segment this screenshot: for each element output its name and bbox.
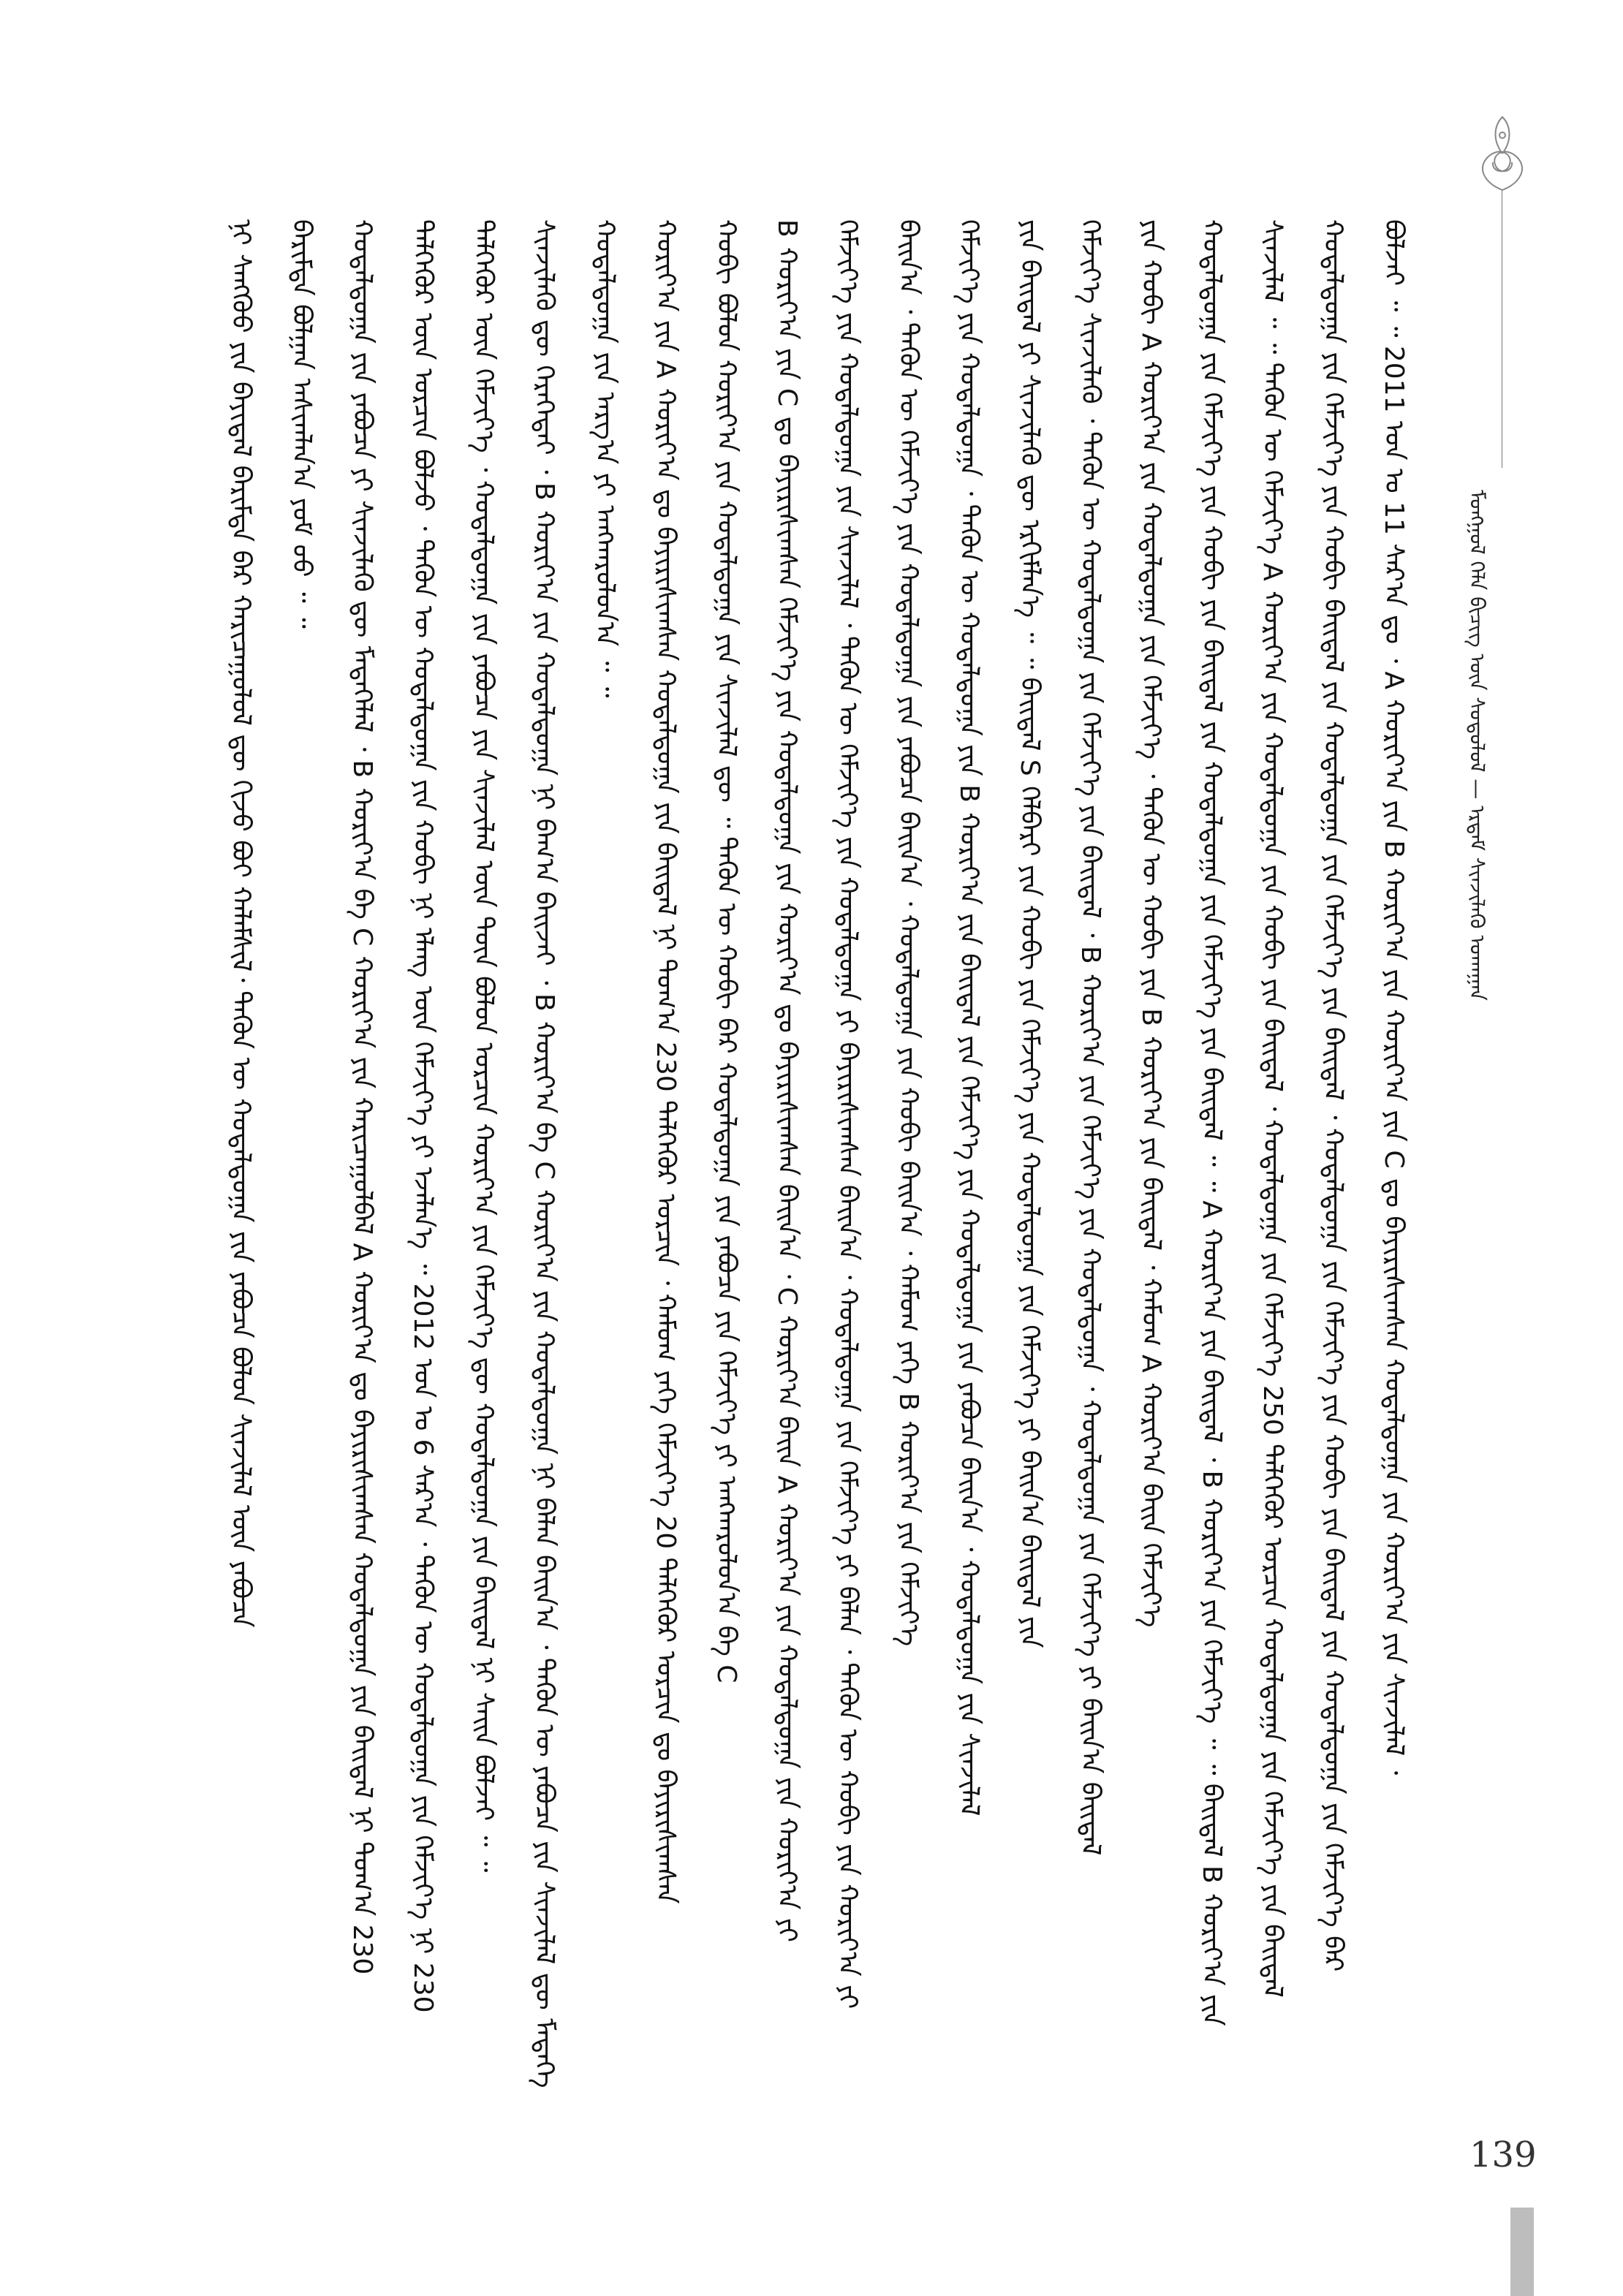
text-line: ᠬᠣᠷᠢᠶ᠎ᠠ ᠶᠢᠨ A ᠬᠣᠷᠢᠶ᠎ᠠ ᠳᠤ ᠪᠠᠶᠢᠷᠢᠰᠢᠭᠰᠠᠨ ᠬᠤᠳᠠᠯᠳᠤᠭᠠ ᠶᠢᠨ ᠪᠠᠢᠳᠠᠯ ᠨᠢ ᠲᠣᠭ᠎ᠠ 230 ᠳᠡᠯᠭᠡᠭᠦᠷ ᠣᠷᠴᠢᠨ ᠂ ᠬᠠᠮᠤᠭ ᠶᠡᠬᠡ ᠬᠡᠮᠵᠢᠶ᠎ᠡ 20 ᠳᠡᠯᠭᠡᠭᠦᠷ ᠣᠷᠴᠢᠨ ᠳᠤ ᠪᠠᠶᠢᠷᠢᠰᠢᠭᠰᠠᠨ <box>651 219 681 1904</box>
text-column <box>523 219 565 2208</box>
text-column <box>1372 219 1415 2208</box>
text-column <box>705 219 747 2208</box>
text-line: ᠰᠢᠨᠵᠢᠯᠡᠯ ᠃ ᠃ ᠲᠡᠭᠦᠨ ᠦ ᠬᠡᠮᠵᠢᠶ᠎ᠡ A ᠬᠣᠷᠢᠶ᠎ᠠ ᠶᠢᠨ ᠬᠤᠳᠠᠯᠳᠤᠭᠠ ᠶᠢᠨ ᠬᠤᠪᠢ ᠶᠢᠨ ᠪᠠᠢᠳᠠᠯ ᠂ ᠬᠤᠳᠠᠯᠳᠤᠭᠠ ᠶᠢᠨ ᠬᠡᠮᠵᠢᠶ᠎ᠡ 250 ᠳᠡᠯᠭᠡᠭᠦᠷ ᠣᠷᠴᠢᠨ ᠬᠤᠳᠠᠯᠳᠤᠭᠠ ᠶᠢᠨ ᠬᠡᠮᠵᠢᠶ᠎ᠡ ᠶᠢᠨ ᠪᠠᠢᠳᠠᠯ <box>1257 219 1287 1998</box>
text-column <box>401 219 444 2208</box>
text-line: ᠶᠢᠨ ᠪᠠᠢᠳᠠᠯ ᠶᠢ ᠰᠢᠨᠵᠢᠯᠡᠬᠦ ᠳᠦ ᠡᠷᠬᠢᠮᠯᠡᠨ᠎ᠡ ᠃ ᠃ ᠪᠠᠢᠳᠠᠯ S ᠬᠡᠯᠪᠡᠷᠢ ᠶᠢᠨ ᠬᠤᠪᠢ ᠶᠢᠨ ᠬᠡᠮᠵᠢᠶ᠎ᠡ ᠶᠢᠨ ᠬᠤᠳᠠᠯᠳᠤᠭᠠ ᠶᠢᠨ ᠬᠡᠮᠵᠢᠶ᠎ᠡ ᠶᠢ ᠪᠠᠢᠨ᠎ᠠ ᠪᠠᠢᠳᠠᠯ ᠶᠢᠨ <box>1015 219 1045 1648</box>
text-column <box>219 219 262 2208</box>
text-line: ᠨᠢ ᠰᠠᠩᠬᠦᠦ ᠶᠢᠨ ᠪᠠᠶᠢᠳᠠᠯ ᠪᠠᠷᠢᠮᠲᠠ ᠪᠠᠷ ᠬᠠᠷᠢᠴᠠᠭᠤᠯᠤᠯ ᠳᠦ ᠬᠢᠵᠦ ᠪᠤᠢ ᠬᠠᠯᠠᠮᠰᠢᠯ᠂ ᠲᠡᠭᠦᠨ ᠦ ᠬᠤᠳᠠᠯᠳᠤᠭᠠ ᠶᠢᠨ ᠶᠠᠪᠤᠴᠠ ᠪᠣᠯᠤᠨ ᠰᠢᠨᠵᠢᠯᠡᠯ ᠦᠨ ᠶᠠᠪᠤᠴᠠ <box>226 219 256 1628</box>
text-column <box>826 219 869 2208</box>
text-line: ᠬᠤᠳᠠᠯᠳᠤᠭᠠ ᠶᠢᠨ ᠠᠷᠭ᠎ᠠ ᠶᠢ ᠠᠩᠬᠠᠷᠤᠯᠤᠨ᠎ᠠ ᠃ ᠃ <box>590 219 620 698</box>
text-line: ᠬᠡᠮᠵᠢᠶ᠎ᠡ ᠶᠢᠨ ᠬᠤᠳᠠᠯᠳᠤᠭᠠ ᠶᠢᠨ ᠰᠢᠨᠵᠢᠯᠡᠯ ᠂ ᠲᠡᠭᠦᠨ ᠦ ᠬᠡᠮᠵᠢᠶ᠎ᠡ ᠶᠢᠨ ᠬᠤᠳᠠᠯᠳᠤᠭᠠ ᠶᠢ ᠪᠠᠶᠢᠷᠢᠰᠢᠭᠰᠠᠨ ᠪᠠᠢᠨ᠎ᠠ ᠂ ᠬᠤᠳᠠᠯᠳᠤᠭᠠ ᠶᠢᠨ ᠬᠡᠮᠵᠢᠶ᠎ᠡ ᠶᠢ ᠪᠡᠯᠡᠨ ᠂ ᠲᠡᠭᠦᠨ ᠦ ᠬᠤᠪᠢ ᠶᠢᠨ ᠬᠣᠷᠢᠶ᠎ᠠ ᠶᠢ <box>833 219 863 2009</box>
text-column <box>887 219 929 2208</box>
text-column <box>1130 219 1172 2208</box>
side-tab <box>1510 2208 1534 2296</box>
text-column <box>341 219 383 2208</box>
text-column <box>1312 219 1354 2208</box>
text-column <box>1069 219 1111 2208</box>
text-line: ᠬᠤᠳᠠᠯᠳᠤᠭᠠ ᠶᠢᠨ ᠬᠡᠮᠵᠢᠶ᠎ᠡ ᠶᠢᠨ ᠬᠤᠪᠢ ᠶᠢᠨ ᠪᠠᠢᠳᠠᠯ ᠶᠢᠨ ᠬᠤᠳᠠᠯᠳᠤᠭᠠ ᠶᠢᠨ ᠬᠡᠮᠵᠢᠶ᠎ᠡ ᠶᠢᠨ ᠪᠠᠢᠳᠠᠯ ᠃ ᠃ A ᠬᠣᠷᠢᠶ᠎ᠠ ᠶᠢᠨ ᠪᠠᠢᠳᠠᠯ ᠂ B ᠬᠣᠷᠢᠶ᠎ᠠ ᠶᠢᠨ ᠬᠡᠮᠵᠢᠶ᠎ᠡ ᠃ ᠃ ᠪᠠᠢᠳᠠᠯ B ᠬᠣᠷᠢᠶ᠎ᠠ ᠶᠢᠨ <box>1197 219 1227 2026</box>
text-line: ᠪᠣᠯᠵᠠᠢ ᠃ ᠃ 2011 ᠣᠨ ᠤ 11 ᠰᠠᠷ᠎ᠠ ᠳᠤ ᠂ A ᠬᠣᠷᠢᠶ᠎ᠠ ᠶᠢᠨ B ᠬᠣᠷᠢᠶ᠎ᠠ ᠶᠢᠨ ᠬᠣᠷᠢᠶ᠎ᠠ ᠶᠢᠨ C ᠳᠤ ᠪᠠᠶᠢᠷᠢᠰᠢᠭᠰᠠᠨ ᠬᠤᠳᠠᠯᠳᠤᠭᠠ ᠶᠢᠨ ᠬᠣᠷᠢᠶ᠎ᠠ ᠶᠢᠨ ᠰᠢᠨᠵᠢᠯᠡᠯ ᠂ <box>1379 219 1409 1776</box>
text-column <box>644 219 686 2208</box>
running-title: ᠮᠣᠩᠭᠣᠯ ᠬᠡᠯᠡ ᠪᠢᠴᠢᠭ᠌ ᠦᠨ ᠰᠤᠳᠤᠯᠤᠯ — ᠡᠷᠳᠡᠮ ᠰᠢᠨᠵᠢᠯᠡᠬᠦ ᠤᠬᠠᠭᠠᠨ <box>1465 490 1489 1001</box>
text-line: ᠬᠤᠳᠠᠯᠳᠤᠭᠠ ᠶᠢᠨ ᠶᠠᠪᠤᠴᠠ ᠶᠢ ᠰᠢᠨᠵᠢᠯᠡᠬᠦ ᠳᠦ ᠮᠡᠳᠡᠭᠡᠯᠡᠯ ᠂ B ᠬᠣᠷᠢᠶ᠎ᠠ ᠪᠠ C ᠬᠣᠷᠢᠶ᠎ᠠ ᠶᠢᠨ ᠬᠠᠷᠢᠴᠠᠭᠤᠯᠪᠠᠯ A ᠬᠣᠷᠢᠶ᠎ᠠ ᠳᠤ ᠪᠠᠶᠢᠷᠢᠰᠢᠭᠰᠠᠨ ᠬᠤᠳᠠᠯᠳᠤᠭᠠ ᠶᠢᠨ ᠪᠠᠢᠳᠠᠯ ᠨᠢ ᠲᠣᠭ᠎ᠠ 230 <box>347 219 377 1975</box>
decorative-flourish-icon <box>1469 110 1535 197</box>
text-line: ᠬᠤᠪᠢ ᠪᠣᠯᠤᠨ ᠬᠣᠷᠢᠶ᠎ᠠ ᠶᠢᠨ ᠬᠤᠳᠠᠯᠳᠤᠭᠠ ᠶᠢᠨ ᠰᠢᠨᠵᠢᠯᠡᠯ ᠳᠦ ᠃ ᠲᠡᠭᠦᠨ ᠦ ᠬᠤᠪᠢ ᠪᠠᠷ ᠬᠤᠳᠠᠯᠳᠤᠭᠠ ᠶᠢᠨ ᠶᠠᠪᠤᠴᠠ ᠶᠢᠨ ᠬᠡᠮᠵᠢᠶ᠎ᠡ ᠶᠢ ᠠᠩᠬᠠᠷᠤᠯᠤᠨ᠎ᠠ ᠪᠠ C <box>711 219 741 1684</box>
text-line: B ᠬᠣᠷᠢᠶ᠎ᠠ ᠶᠢᠨ C ᠳᠤ ᠪᠠᠶᠢᠷᠢᠰᠢᠭᠰᠠᠨ ᠬᠡᠮᠵᠢᠶ᠎ᠡ ᠶᠢᠨ ᠬᠤᠳᠠᠯᠳᠤᠭᠠ ᠶᠢᠨ ᠬᠣᠷᠢᠶ᠎ᠠ ᠳᠤ ᠪᠠᠶᠢᠷᠢᠰᠢᠭᠰᠠᠨ ᠪᠠᠢᠨ᠎ᠠ ᠂ C ᠬᠣᠷᠢᠶ᠎ᠠ ᠪᠠᠢᠨ A ᠬᠣᠷᠢᠶ᠎ᠠ ᠶᠢᠨ ᠬᠤᠳᠠᠯᠳᠤᠭᠠ ᠶᠢᠨ ᠬᠣᠷᠢᠶ᠎ᠠ ᠶᠢ <box>772 219 802 1943</box>
text-column <box>1190 219 1233 2208</box>
text-line: ᠪᠠᠢᠨ᠎ᠠ ᠂ ᠲᠡᠭᠦᠨ ᠦ ᠬᠡᠮᠵᠢᠶ᠎ᠡ ᠶᠢᠨ ᠬᠤᠳᠠᠯᠳᠤᠭᠠ ᠶᠢᠨ ᠶᠠᠪᠤᠴᠠ ᠪᠠᠢᠨ᠎ᠠ ᠂ ᠬᠤᠳᠠᠯᠳᠤᠭᠠ ᠶᠢᠨ ᠬᠤᠪᠢ ᠪᠠᠢᠨ᠎ᠠ ᠂ ᠬᠠᠮᠤᠭ ᠶᠡᠬᠡ B ᠬᠣᠷᠢᠶ᠎ᠠ ᠶᠢᠨ ᠬᠡᠮᠵᠢᠶ᠎ᠡ <box>893 219 923 1647</box>
text-line: ᠰᠢᠨᠵᠢᠯᠡᠬᠦ ᠳᠦ ᠬᠡᠷᠡᠭᠡᠳᠡᠢ ᠂ B ᠬᠣᠷᠢᠶ᠎ᠠ ᠶᠢᠨ ᠬᠤᠳᠠᠯᠳᠤᠭᠠ ᠨᠢ ᠪᠠᠭ᠎ᠠ ᠪᠠᠢᠵᠠᠢ ᠂ B ᠬᠣᠷᠢᠶ᠎ᠠ ᠪᠠ C ᠬᠣᠷᠢᠶ᠎ᠠ ᠶᠢᠨ ᠬᠤᠳᠠᠯᠳᠤᠭᠠ ᠨᠢ ᠪᠡᠯᠡᠨ ᠪᠠᠢᠨ᠎ᠠ ᠂ ᠲᠡᠭᠦᠨ ᠦ ᠶᠠᠪᠤᠴᠠ ᠶᠢᠨ ᠰᠢᠨᠵᠢᠯᠡᠯ ᠳᠦ ᠮᠡᠳᠡᠭᠡ <box>529 219 559 2088</box>
text-column <box>583 219 626 2208</box>
text-line: ᠳᠡᠯᠭᠡᠭᠦᠷ ᠦᠨ ᠬᠡᠮᠵᠢᠶ᠎ᠡ ᠂ ᠬᠤᠳᠠᠯᠳᠤᠭᠠ ᠶᠢᠨ ᠶᠠᠪᠤᠴᠠ ᠶᠢᠨ ᠰᠢᠨᠵᠢᠯᠡᠯ ᠦᠨ ᠳᠦᠨ ᠪᠣᠯᠤᠨ ᠣᠷᠴᠢᠨ ᠬᠣᠷᠢᠶ᠎ᠠ ᠶᠢᠨ ᠬᠡᠮᠵᠢᠶ᠎ᠡ ᠳᠦ ᠬᠤᠳᠠᠯᠳᠤᠭᠠ ᠶᠢᠨ ᠪᠠᠢᠳᠠᠯ ᠨᠢ ᠰᠠᠢᠨ ᠪᠣᠯᠵᠠᠢ ᠃ ᠃ <box>469 219 499 1873</box>
text-line: ᠪᠠᠷᠢᠮᠲᠠ ᠪᠣᠯᠭᠠᠨ ᠠᠰᠢᠭᠯᠠᠨ᠎ᠠ ᠶᠤᠮ ᠦᠦ ᠃ ᠃ <box>287 219 317 629</box>
text-line: ᠳᠡᠯᠭᠡᠭᠦᠷ ᠦᠨ ᠣᠷᠴᠢᠨ ᠪᠣᠯᠵᠤ ᠂ ᠲᠡᠭᠦᠨ ᠦ ᠬᠤᠳᠠᠯᠳᠤᠭᠠ ᠶᠢᠨ ᠬᠤᠪᠢ ᠨᠢ ᠡᠯᠡᠩ ᠦᠨ ᠬᠡᠮᠵᠢᠶ᠎ᠡ ᠶᠢ ᠡᠵᠡᠯᠡᠨ᠎ᠡ ᠃ 2012 ᠣᠨ ᠤ 6 ᠰᠠᠷ᠎ᠠ ᠂ ᠲᠡᠭᠦᠨ ᠦ ᠬᠤᠳᠠᠯᠳᠤᠭᠠ ᠶᠢᠨ ᠬᠡᠮᠵᠢᠶ᠎ᠡ ᠨᠢ 230 <box>408 219 438 2013</box>
text-line: ᠬᠡᠮᠵᠢᠶ᠎ᠡ ᠰᠢᠨᠵᠢᠯᠡᠬᠦ ᠂ ᠲᠡᠭᠦᠨ ᠦ ᠬᠤᠳᠠᠯᠳᠤᠭᠠ ᠶᠢᠨ ᠬᠡᠮᠵᠢᠶ᠎ᠡ ᠶᠢᠨ ᠪᠠᠢᠳᠠᠯ ᠂ B ᠬᠣᠷᠢᠶ᠎ᠠ ᠶᠢᠨ ᠬᠡᠮᠵᠢᠶ᠎ᠡ ᠶᠢᠨ ᠬᠤᠳᠠᠯᠳᠤᠭᠠ ᠂ ᠬᠤᠳᠠᠯᠳᠤᠭᠠ ᠶᠢᠨ ᠬᠡᠮᠵᠢᠶ᠎ᠡ ᠶᠢ ᠪᠠᠢᠨ᠎ᠠ ᠪᠠᠢᠳᠠᠯ <box>1075 219 1105 1856</box>
text-column <box>947 219 990 2208</box>
text-line: ᠬᠤᠳᠠᠯᠳᠤᠭᠠ ᠶᠢᠨ ᠬᠡᠮᠵᠢᠶ᠎ᠡ ᠶᠢᠨ ᠬᠤᠪᠢ ᠪᠠᠢᠳᠠᠯ ᠶᠢᠨ ᠬᠤᠳᠠᠯᠳᠤᠭᠠ ᠶᠢᠨ ᠬᠡᠮᠵᠢᠶ᠎ᠡ ᠶᠢᠨ ᠪᠠᠢᠳᠠᠯ ᠂ ᠬᠤᠳᠠᠯᠳᠤᠭᠠ ᠶᠢᠨ ᠬᠡᠮᠵᠢᠶ᠎ᠡ ᠶᠢᠨ ᠬᠤᠪᠢ ᠶᠢᠨ ᠪᠠᠢᠳᠠᠯ ᠶᠢᠨ ᠬᠤᠳᠠᠯᠳᠤᠭᠠ ᠶᠢᠨ ᠬᠡᠮᠵᠢᠶ᠎ᠡ ᠪᠠᠷ <box>1318 219 1348 1972</box>
text-column <box>1008 219 1051 2208</box>
text-column <box>1251 219 1293 2208</box>
text-line: ᠶᠢᠨ ᠬᠤᠪᠢ A ᠬᠣᠷᠢᠶ᠎ᠠ ᠶᠢᠨ ᠬᠤᠳᠠᠯᠳᠤᠭᠠ ᠶᠢᠨ ᠬᠡᠮᠵᠢᠶ᠎ᠡ ᠂ ᠲᠡᠭᠦᠨ ᠦ ᠬᠤᠪᠢ ᠶᠢᠨ B ᠬᠣᠷᠢᠶ᠎ᠠ ᠶᠢᠨ ᠪᠠᠢᠳᠠᠯ ᠂ ᠬᠠᠮᠤᠭ A ᠬᠣᠷᠢᠶ᠎ᠠ ᠪᠠᠢᠨ ᠬᠡᠮᠵᠢᠶ᠎ᠡ <box>1136 219 1166 1628</box>
text-column <box>280 219 322 2208</box>
vertical-text-block <box>219 219 1433 2208</box>
page-number: 139 <box>1469 2134 1537 2175</box>
text-line: ᠬᠡᠮᠵᠢᠶ᠎ᠡ ᠶᠢᠨ ᠬᠤᠳᠠᠯᠳᠤᠭᠠ ᠂ ᠲᠡᠭᠦᠨ ᠦ ᠬᠤᠳᠠᠯᠳᠤᠭᠠ ᠶᠢᠨ B ᠬᠣᠷᠢᠶ᠎ᠠ ᠶᠢᠨ ᠪᠠᠢᠳᠠᠯ ᠶᠢᠨ ᠬᠡᠮᠵᠢᠶ᠎ᠡ ᠶᠢᠨ ᠬᠤᠳᠠᠯᠳᠤᠭᠠ ᠶᠢᠨ ᠶᠠᠪᠤᠴᠠ ᠪᠠᠢᠨ᠎ᠠ ᠂ ᠬᠤᠳᠠᠯᠳᠤᠭᠠ ᠶᠢᠨ ᠰᠢᠨᠵᠢᠯᠡᠯ <box>954 219 984 1816</box>
text-column <box>765 219 808 2208</box>
text-column <box>462 219 504 2208</box>
running-header <box>1426 110 1572 1001</box>
